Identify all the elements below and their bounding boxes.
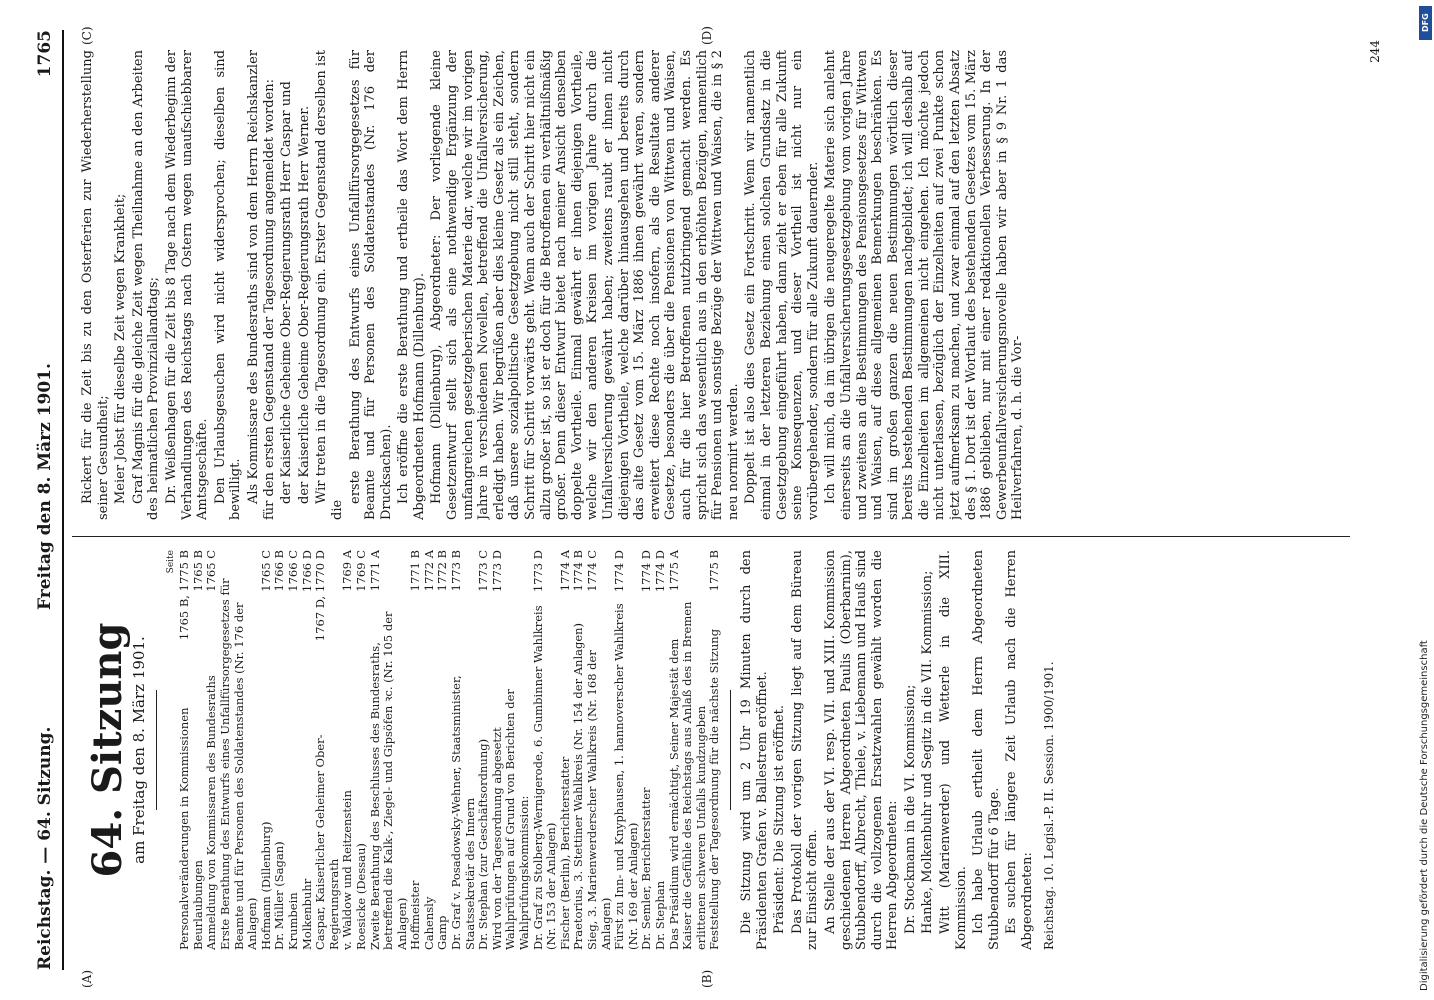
- toc-entry: [586, 550, 613, 950]
- toc-entry-text: Erste Berathung des Entwurfs eines Unfallfürsorgegesetzes für Beamte und für Personen des Soldatenstandes (Nr. 176 der Anlagen): [217, 578, 260, 950]
- body-paragraph: Dr. Stockmann in die VI. Kommission;: [902, 684, 918, 934]
- body-paragraph: Ich habe Urlaub ertheilt dem Herrn Abgeordneten Stubbendorff für 6 Tage.: [971, 550, 1002, 950]
- toc-entry: [708, 550, 722, 950]
- toc-entry: [668, 550, 709, 950]
- toc-entry: [423, 550, 437, 950]
- right-column: [80, 50, 1360, 520]
- toc-entry-text: v. Waldow und Reitzenstein: [340, 790, 355, 950]
- toc-entry-page: 1774 D: [639, 550, 654, 593]
- toc-entry: [341, 550, 355, 950]
- toc-entry-page: 1767 D, 1770 D: [313, 550, 328, 642]
- toc-entry-page: 1771 A: [367, 550, 382, 592]
- signature-number: 244: [1368, 40, 1383, 63]
- body-paragraph: Ich eröffne die erste Berathung und ertheile das Wort dem Herrn Abgeordneten Hofmann (Dillenburg).: [396, 50, 427, 520]
- toc-entry-page: 1773 C: [476, 550, 491, 592]
- running-head-left: Reichstag. — 64. Sitzung.: [35, 726, 55, 970]
- toc-entry-text: Dr. Graf zu Stolberg-Wernigerode, 6. Gumbinner Wahlkreis (Nr. 153 der Anlagen): [530, 605, 559, 950]
- toc-entry-page: 1775 B: [707, 550, 722, 592]
- toc-entry-page: 1775 A: [666, 550, 681, 592]
- toc-entry-page: 1772 B: [435, 550, 450, 592]
- title-rule: [156, 690, 157, 810]
- toc-entry-page: 1774 B: [571, 550, 586, 592]
- body-paragraph: Den Urlaubsgesuchen wird nicht widersprochen; dieselben sind bewilligt.: [212, 50, 244, 520]
- toc-entry-page: 1773 B: [449, 550, 464, 592]
- toc-entry-text: Feststellung der Tagesordnung für die nächste Sitzung: [707, 628, 722, 950]
- body-paragraph: der Kaiserliche Geheime Ober-Regierungsrath Herr Werner.: [296, 105, 312, 504]
- toc-entry-page: 1769 C: [353, 550, 368, 592]
- toc-entry-text: Gamp: [435, 915, 450, 950]
- body-paragraph: Das Protokoll der vorigen Sitzung liegt auf dem Büreau zur Einsicht offen.: [789, 550, 821, 950]
- toc-entry: [491, 550, 505, 950]
- toc-entry-text: Wahlprüfungen auf Grund von Berichten der Wahlprüfungskommission:: [503, 689, 532, 950]
- body-paragraph: An Stelle der aus der VI. resp. VII. und XIII. Kommission geschiedenen Herren Abgeordneten Paulis (Oberbarnim), Stubbendorff, Albrecht, Thiele, v. Liebemann und Hauß sind durch die vollzogenen Ersatzwahlen gewählt worden die Herren Abgeordneten:: [822, 550, 901, 950]
- toc-entry-text: Praetorius, 3. Stettiner Wahlkreis (Nr. 154 der Anlagen): [571, 622, 586, 950]
- body-paragraph: Rickert für die Zeit bis zu den Osterferien zur Wiederherstellung seiner Gesundheit;: [80, 50, 111, 520]
- margin-marker-a: (A): [80, 969, 94, 988]
- table-of-contents: [165, 550, 722, 950]
- toc-entry-page: 1769 A: [340, 550, 355, 592]
- toc-entry-page: 1774 A: [557, 550, 572, 592]
- toc-rule: [730, 690, 731, 810]
- toc-entry-page: 1766 B: [272, 550, 287, 592]
- body-paragraph: erste Berathung des Entwurfs eines Unfallfürsorgegesetzes für Beamte und für Personen des Soldatenstandes (Nr. 176 der Drucksachen).: [347, 50, 394, 520]
- toc-entry-text: Zweite Berathung des Beschlusses des Bundesraths, betreffend die Kalk-, Ziegel- und Gipsöfen ꝛc. (Nr. 105 der Anlagen): [367, 611, 409, 950]
- toc-entry-text: Dr. Müller (Sagan): [272, 841, 287, 950]
- page-number: 1765: [35, 30, 55, 78]
- session-title: [84, 550, 157, 950]
- toc-entry-page: 1765 C: [204, 550, 219, 592]
- toc-entry: [436, 550, 450, 950]
- session-date: am Freitag den 8. März 1901.: [130, 636, 148, 864]
- toc-entry-text: Dr. Stephan (zur Geschäftsordnung): [476, 738, 491, 950]
- toc-entry-page: 1774 D: [652, 550, 667, 593]
- toc-entry-page: 1766 C: [285, 550, 300, 592]
- toc-entry-page: 1774 D: [612, 550, 627, 593]
- toc-entry-text: Caspar, Kaiserlicher Geheimer Ober-Regierungsrath: [313, 734, 341, 950]
- toc-entry-page: 1773 D: [489, 550, 504, 593]
- toc-entry-page: 1772 A: [421, 550, 436, 592]
- toc-entry: [572, 550, 586, 950]
- toc-entry-text: Cahensly: [421, 896, 436, 950]
- toc-entry-text: Personalveränderungen in Kommissionen: [177, 707, 192, 950]
- body-paragraph: Als Kommissare des Bundesraths sind von dem Herrn Reichskanzler für den ersten Gegenstand der Tagesordnung angemeldet worden:: [245, 50, 277, 520]
- body-paragraph: Witt (Marienwerder) und Wetterle in die XIII. Kommission.: [938, 550, 969, 950]
- toc-entry-text: Sieg, 3. Marienwerderscher Wahlkreis (Nr. 168 der Anlagen): [585, 650, 613, 950]
- toc-entry: [559, 550, 573, 950]
- volume-footer: Reichstag. 10. Legisl.-P. II. Session. 1900/1901.: [1041, 661, 1056, 950]
- toc-entry: [477, 550, 491, 950]
- toc-entry-text: Beurlaubungen: [190, 860, 205, 950]
- toc-entry-text: Dr. Stephan: [652, 880, 667, 950]
- toc-entry-text: Hofmann (Dillenburg): [258, 821, 273, 950]
- toc-entry-page: 1765 B, 1775 B: [177, 550, 192, 641]
- funding-note-text: Digitalisierung gefördert durch die Deutsche Forschungsgemeinschaft: [1419, 640, 1430, 991]
- toc-entry: [260, 550, 274, 950]
- toc-entry: [532, 550, 559, 950]
- toc-entry-text: Krumbein: [285, 892, 300, 950]
- toc-page-label: Seite: [165, 550, 176, 574]
- running-head: [35, 30, 64, 970]
- toc-entry: [613, 550, 640, 950]
- toc-entry-page: 1766 D: [299, 550, 314, 593]
- toc-entry-page: 1771 B: [408, 550, 423, 592]
- toc-entry: [273, 550, 287, 950]
- toc-entry: [314, 550, 341, 950]
- toc-entry: [355, 550, 369, 950]
- rotated-sheet: [10, 0, 1390, 1000]
- body-paragraph: Doppelt ist also dies Gesetz ein Fortschritt. Wenn wir namentlich einmal in der letzteren Beziehung einen solchen Grundsatz in die Gesetzgebung eingeführt haben, dann zieht er eben für alle Zukunft seine Konsequenzen, und dieser Vortheil ist nicht nur ein vorübergehender, sondern für alle Zukunft dauernder.: [743, 50, 821, 520]
- toc-entry-text: Hoffmeister: [408, 880, 423, 950]
- toc-entry: [640, 550, 654, 950]
- session-number: 64. Sitzung: [84, 622, 131, 878]
- left-column: [80, 550, 1360, 950]
- toc-entry-text: Wird von der Tagesordnung abgesetzt: [489, 727, 504, 950]
- toc-entry-text: Dr. Graf v. Posadowsky-Wehner, Staatsminister, Staatssekretär des Innern: [449, 675, 477, 950]
- dfg-logo: DFG: [1419, 6, 1432, 40]
- toc-entry-page: 1773 D: [530, 550, 545, 593]
- body-paragraph: der Kaiserliche Geheime Ober-Regierungsrath Herr Caspar und: [279, 81, 295, 504]
- toc-entry-page: 1774 C: [585, 550, 599, 592]
- funding-note: [1418, 6, 1432, 991]
- toc-entry-text: Fischer (Berlin), Berichterstatter: [557, 756, 572, 950]
- body-paragraph: Die Sitzung wird um 2 Uhr 19 Minuten durch den Präsidenten Grafen v. Ballestrem eröffnet.: [738, 550, 770, 950]
- toc-entry-text: Molkenbuhr: [299, 878, 314, 950]
- toc-entry-text: Roesicke (Dessau): [353, 843, 368, 950]
- toc-entry: [654, 550, 668, 950]
- toc-entry: [205, 550, 219, 950]
- toc-entry: [192, 550, 206, 950]
- column-divider: [72, 536, 1350, 537]
- body-paragraph: Meier Jobst für dieselbe Zeit wegen Krankheit;: [113, 193, 129, 504]
- body-paragraph: Graf Magnis für die gleiche Zeit wegen Theilnahme an den Arbeiten des heimatlichen Provinziallandtags;: [130, 50, 162, 520]
- toc-entry: [287, 550, 301, 950]
- toc-entry-text: Das Präsidium wird ermächtigt, Seiner Majestät dem Kaiser die Gefühle des Reichstags aus Anlaß des in Bremen erlittenen schweren Unfalls kundzugeben: [666, 601, 708, 950]
- margin-marker-c: (C): [80, 26, 94, 45]
- body-paragraph: Hofmann (Dillenburg), Abgeordneter: Der vorliegende kleine Gesetzentwurf stellt sich als eine nothwendige Ergänzung der umfangreichen gesetzgeberischen Materie dar, welche wir im vorigen Jahre in verschiedenen Novellen, betreffend die Unfallversicherung, erledigt haben. Wir begrüßen aber dies kleine Gesetz als ein Zeichen, daß unsere sozialpolitische Gesetzgebung nicht still steht, sondern Schritt für Schritt vorwärts geht. Wenn auch der Schritt hier nicht ein allzu großer ist, so ist er doch für die Betroffenen ein verhältnißmäßig großer. Denn dieser Entwurf bietet nach meiner Ansicht denselben doppelte Vortheile. Einmal gewährt er ihnen diejenigen Vortheile, welche wir den anderen Kreisen im vorigen Jahre durch die Unfallversicherung gewährt haben; zweitens raubt er ihnen nicht diejenigen Vortheile, welche darüber hinausgehen und bereits durch das alte Gesetz vom 15. März 1886 ihnen gewährt waren, sondern erweitert diese Rechte noch insofern, als die Resultate anderer Gesetze, besonders die über die Pensionen von Wittwen und Waisen, auch für die hier Betroffenen nutzbringend gemacht werden. Es spricht sich das wesentlich aus in den erhöhten Bezügen, namentlich für Pensionen und sonstige Bezüge der Wittwen und Waisen, die in § 2 neu normirt werden.: [429, 50, 741, 520]
- toc-entry-page: 1765 C: [258, 550, 273, 592]
- running-head-date: Freitag den 8. März 1901.: [35, 363, 55, 610]
- toc-entry: [178, 550, 192, 950]
- margin-marker-d: (D): [700, 26, 714, 45]
- toc-entry: [219, 550, 260, 950]
- toc-entry: [450, 550, 477, 950]
- margin-marker-b: (B): [700, 969, 714, 988]
- toc-entry: [409, 550, 423, 950]
- toc-entry: [301, 550, 315, 950]
- toc-entry-text: Anmeldung von Kommissaren des Bundesraths: [204, 675, 219, 950]
- body-paragraph: Dr. Weißenhagen für die Zeit bis 8 Tage nach dem Wiederbeginn der Verhandlungen des Reichstags nach Ostern wegen unaufschiebbarer Amtsgeschäfte.: [163, 50, 211, 520]
- toc-list: [178, 550, 722, 950]
- toc-entry: [369, 550, 410, 950]
- toc-entry: [504, 550, 531, 950]
- toc-entry-page: 1765 B: [190, 550, 205, 592]
- body-paragraph: Ich will mich, da im übrigen die neugeregelte Materie sich anlehnt einerseits an die Unfallversicherungsgesetzgebung vom vorigen Jahre und zweitens an die Bestimmungen des Pensionsgesetzes für Wittwen und Waisen, auf diese allgemeinen Bemerkungen beschränken. Es sind im großen ganzen die neuen Bestimmungen wörtlich dieser bereits bestehenden Bestimmungen nachgebildet; ich will deshalb auf die Einzelheiten im allgemeinen nicht eingehen. Ich möchte jedoch nicht unterlassen, bezüglich der Einzelheiten auf zwei Punkte schon jetzt aufmerksam zu machen, und zwar einmal auf den letzten Absatz des § 1. Dort ist der Wortlaut des bestehenden Gesetzes vom 15. März 1886 geblieben, nur mit einer redaktionellen Verbesserung. In der Gewerbeunfallversicherungsnovelle haben wir aber in § 9 Nr. 1 das Heilverfahren, d. h. die Vor-: [823, 50, 1026, 520]
- right-body-text: [80, 50, 1026, 520]
- toc-entry-text: Dr. Semler, Berichterstatter: [639, 787, 654, 950]
- left-body-text: [739, 550, 1036, 950]
- body-paragraph: Wir treten in die Tagesordnung ein. Erster Gegenstand derselben ist die: [314, 50, 345, 520]
- body-paragraph: Es suchen für längere Zeit Urlaub nach die Herren Abgeordneten:: [1004, 550, 1036, 950]
- body-paragraph: Präsident: Die Sitzung ist eröffnet.: [772, 705, 788, 934]
- body-paragraph: Hanke, Molkenbuhr und Segitz in die VII. Kommission;: [920, 570, 936, 934]
- toc-entry-text: Fürst zu Inn- und Knyphausen, 1. hannoverscher Wahlkreis (Nr. 169 der Anlagen): [612, 603, 640, 950]
